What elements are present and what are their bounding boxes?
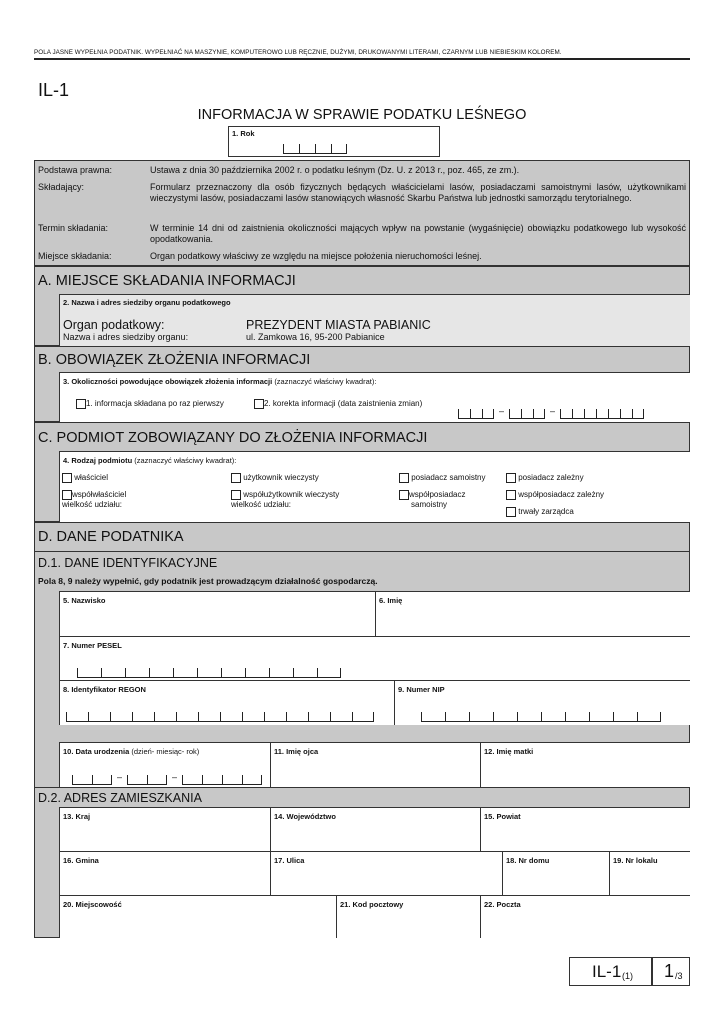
section-d1-title: D.1. DANE IDENTYFIKACYJNE [38, 556, 218, 570]
footer-version: (1) [622, 971, 633, 981]
option-first-time[interactable] [76, 399, 224, 409]
option-first-time-label: 1. informacja składana po raz pierwszy [86, 399, 224, 409]
field-21-label: 21. Kod pocztowy [340, 900, 404, 909]
field-6-label: 6. Imię [379, 596, 403, 605]
field-18-label: 18. Nr domu [506, 856, 550, 865]
field-19-label: 19. Nr lokalu [613, 856, 658, 865]
skladajacy-text: Formularz przeznaczony dla osób fizycznych będących właścicielami lasów, posiadaczami samoistnymi lasów, użytkownikami wieczystymi lasów, posiadaczami lasów stanowiących własność Skarbu Państwa lub jednostki samorządu terytorialnego. [150, 182, 686, 203]
field-5-nazwisko[interactable] [59, 591, 375, 636]
field-15-powiat[interactable] [480, 807, 690, 851]
section-d2-title: D.2. ADRES ZAMIESZKANIA [38, 791, 202, 805]
section-c-title: C. PODMIOT ZOBOWIĄZANY DO ZŁOŻENIA INFORMACJI [38, 430, 428, 446]
field-10-birthdate[interactable] [59, 742, 270, 787]
termin-text: W terminie 14 dni od zaistnienia okoliczności mających wpływ na powstanie (wygaśnięcie) obowiązku podatkowego lub wysokość opodatkowania. [150, 223, 686, 244]
field-5-label: 5. Nazwisko [63, 596, 106, 605]
footer-page-total: /3 [675, 971, 683, 981]
footer-form-code [569, 957, 652, 986]
option-wspolposiadacz-zalezny[interactable] [506, 490, 604, 500]
wspolposiadacz-samoistny-label: współposiadacz [409, 490, 466, 500]
option-wspoluzytkownik[interactable] [231, 490, 339, 510]
wspolwlasciciel-checkbox[interactable] [62, 490, 72, 500]
header-rule [34, 58, 690, 60]
wspolposiadacz-zalezny-label: współposiadacz zależny [518, 490, 605, 500]
header-note: POLA JASNE WYPEŁNIA PODATNIK. WYPEŁNIAĆ NA MASZYNIE, KOMPUTEROWO LUB RĘCZNIE, DUŻYMI, DRUKOWANYMI LITERAMI, CZARNYM LUB NIEBIESKIM KOLOREM. [34, 49, 562, 56]
field-19-nr-lokalu[interactable] [609, 851, 690, 895]
field-6-imie[interactable] [375, 591, 690, 636]
option-wlasciciel[interactable] [62, 473, 108, 483]
wspolposiadacz-samoistny-label-2: samoistny [411, 500, 448, 510]
wspoluzytkownik-checkbox[interactable] [231, 490, 241, 500]
field-10-label-text: 10. Data urodzenia [63, 747, 130, 756]
regon-cells[interactable] [66, 709, 374, 727]
field-3-label [63, 377, 376, 386]
posiadacz-samoistny-checkbox[interactable] [399, 473, 409, 483]
uzytkownik-checkbox[interactable] [231, 473, 241, 483]
field-14-label: 14. Województwo [274, 812, 336, 821]
field-3-label-text: 3. Okoliczności powodujące obowiązek złożenia informacji [63, 377, 273, 386]
section-d-title: D. DANE PODATNIKA [38, 529, 184, 545]
option-correction-checkbox[interactable] [254, 399, 264, 409]
field-7-pesel[interactable] [59, 636, 690, 680]
skladajacy-label: Składający: [38, 182, 85, 192]
field-8-regon[interactable] [59, 680, 394, 725]
organ-sub-label: Nazwa i adres siedziby organu: [63, 332, 189, 342]
section-b-title: B. OBOWIĄZEK ZŁOŻENIA INFORMACJI [38, 352, 311, 368]
option-first-time-checkbox[interactable] [76, 399, 86, 409]
field-17-label: 17. Ulica [274, 856, 305, 865]
year-label: 1. Rok [232, 129, 255, 138]
section-a-title: A. MIEJSCE SKŁADANIA INFORMACJI [38, 273, 296, 289]
uzytkownik-label: użytkownik wieczysty [243, 473, 319, 483]
field-13-kraj[interactable] [59, 807, 270, 851]
field-16-label: 16. Gmina [63, 856, 99, 865]
posiadacz-zalezny-label: posiadacz zależny [518, 473, 584, 483]
wspolwlasciciel-share-label: wielkość udziału: [62, 500, 123, 510]
footer-page: 1 [664, 961, 675, 981]
option-posiadacz-samoistny[interactable] [399, 473, 486, 483]
field-14-wojewodztwo[interactable] [270, 807, 480, 851]
year-field[interactable] [228, 126, 440, 157]
wspolposiadacz-zalezny-checkbox[interactable] [506, 490, 516, 500]
miejsce-text: Organ podatkowy właściwy ze względu na miejsce położenia nieruchomości leśnej. [150, 251, 482, 261]
field-3 [59, 372, 690, 422]
field-12-imie-matki[interactable] [480, 742, 690, 787]
wspoluzytkownik-share-label: wielkość udziału: [231, 500, 292, 510]
birthdate-cells[interactable]: – – [72, 772, 262, 790]
podstawa-label: Podstawa prawna: [38, 165, 113, 175]
section-b [34, 346, 690, 422]
section-d2-header [35, 787, 690, 807]
field-8-label: 8. Identyfikator REGON [63, 685, 146, 694]
nip-cells[interactable] [421, 709, 661, 727]
field-10-hint: (dzień- miesiąc- rok) [131, 747, 200, 756]
d1-note: Pola 8, 9 należy wypełnić, gdy podatnik jest prowadzącym działalność gospodarczą. [38, 576, 378, 586]
posiadacz-zalezny-checkbox[interactable] [506, 473, 516, 483]
field-21-kod-pocztowy[interactable] [336, 895, 480, 938]
field-12-label: 12. Imię matki [484, 747, 534, 756]
page-title: INFORMACJA W SPRAWIE PODATKU LEŚNEGO [197, 107, 527, 123]
wspolposiadacz-samoistny-checkbox[interactable] [399, 490, 409, 500]
field-4-hint: (zaznaczyć właściwy kwadrat): [134, 456, 237, 465]
field-16-gmina[interactable] [59, 851, 270, 895]
field-2-label: 2. Nazwa i adres siedziby organu podatkowego [63, 298, 231, 307]
field-18-nr-domu[interactable] [502, 851, 609, 895]
posiadacz-samoistny-label: posiadacz samoistny [411, 473, 486, 483]
footer-page-number [652, 957, 690, 986]
termin-label: Termin składania: [38, 223, 109, 233]
field-15-label: 15. Powiat [484, 812, 521, 821]
correction-date-cells[interactable]: – – [458, 406, 644, 424]
field-9-nip[interactable] [394, 680, 690, 725]
organ-name-value: PREZYDENT MIASTA PABIANIC [246, 318, 431, 332]
field-22-poczta[interactable] [480, 895, 690, 938]
form-code: IL-1 [38, 80, 70, 100]
wspoluzytkownik-label: współużytkownik wieczysty [243, 490, 340, 500]
field-4-label-text: 4. Rodzaj podmiotu [63, 456, 133, 465]
field-17-ulica[interactable] [270, 851, 502, 895]
info-block [34, 160, 690, 266]
wlasciciel-label: właściciel [74, 473, 109, 483]
section-d [34, 522, 690, 938]
miejsce-label: Miejsce składania: [38, 251, 112, 261]
field-11-label: 11. Imię ojca [274, 747, 319, 756]
wlasciciel-checkbox[interactable] [62, 473, 72, 483]
wspolwlasciciel-label: współwłaściciel [72, 490, 127, 500]
option-wspolwlasciciel[interactable] [62, 490, 126, 510]
option-wspolposiadacz-samoistny[interactable] [399, 490, 465, 510]
organ-label: Organ podatkowy: [63, 318, 165, 332]
footer-code: IL-1 [592, 962, 622, 981]
field-22-label: 22. Poczta [484, 900, 521, 909]
trwaly-zarzadca-checkbox[interactable] [506, 507, 516, 517]
option-correction[interactable] [254, 399, 422, 409]
section-c [34, 422, 690, 522]
field-7-label: 7. Numer PESEL [63, 641, 122, 650]
field-20-miejscowosc[interactable] [59, 895, 336, 938]
trwaly-zarzadca-label: trwały zarządca [518, 507, 574, 517]
field-10-label [63, 747, 199, 756]
field-9-label: 9. Numer NIP [398, 685, 445, 694]
field-4 [59, 451, 690, 522]
option-correction-label: 2. korekta informacji (data zaistnienia zmian) [264, 399, 423, 409]
field-13-label: 13. Kraj [63, 812, 91, 821]
section-a [34, 266, 690, 346]
organ-address-value: ul. Zamkowa 16, 95-200 Pabianice [246, 332, 385, 342]
option-trwaly-zarzadca[interactable] [506, 507, 574, 517]
podstawa-text: Ustawa z dnia 30 października 2002 r. o podatku leśnym (Dz. U. z 2013 r., poz. 465, ze zm.). [150, 165, 520, 175]
option-uzytkownik[interactable] [231, 473, 319, 483]
year-input-cells[interactable] [283, 141, 347, 159]
field-3-hint: (zaznaczyć właściwy kwadrat): [274, 377, 377, 386]
option-posiadacz-zalezny[interactable] [506, 473, 584, 483]
organ-field [59, 294, 690, 346]
field-4-label [63, 456, 236, 465]
field-20-label: 20. Miejscowość [63, 900, 122, 909]
section-d1-header [35, 551, 690, 595]
field-11-imie-ojca[interactable] [270, 742, 480, 787]
